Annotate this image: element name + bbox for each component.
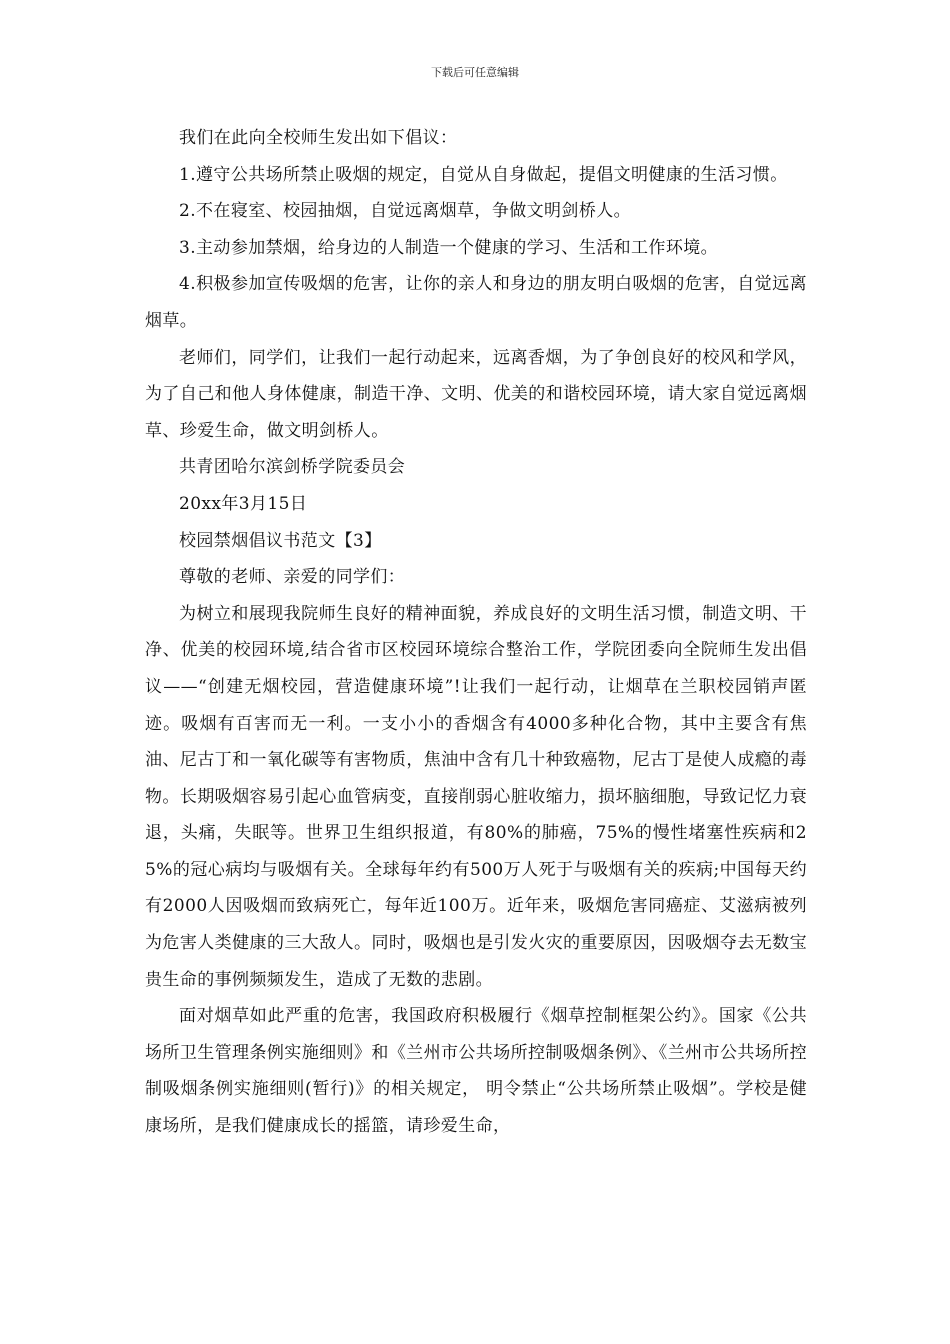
closing-appeal-paragraph: 老师们，同学们，让我们一起行动起来，远离香烟，为了争创良好的校风和学风，为了自己和他人身体健康，制造干净、文明、优美的和谐校园环境，请大家自觉远离烟草、珍爱生命，做文明剑桥人。 <box>145 347 807 441</box>
document-body <box>145 120 807 1145</box>
salutation: 尊敬的老师、亲爱的同学们： <box>179 567 406 588</box>
section-title: 校园禁烟倡议书范文【3】 <box>179 530 382 551</box>
proposal-item-3: 3.主动参加禁烟，给身边的人制造一个健康的学习、生活和工作环境。 <box>179 237 719 258</box>
intro-paragraph: 我们在此向全校师生发出如下倡议： <box>179 128 458 148</box>
page-header: 下载后可任意编辑 <box>431 66 519 79</box>
body-paragraph-hazards: 为树立和展现我院师生良好的精神面貌，养成良好的文明生活习惯，制造文明、干净、优美的校园环境,结合省市区校园环境综合整治工作，学院团委向全院师生发出倡议——“创建无烟校园，营造健康环境”!让我们一起行动，让烟草在兰职校园销声匿迹。吸烟有百害而无一利。一支小小的香烟含有4000多种化合物，其中主要含有焦油、尼古丁和一氧化碳等有害物质，焦油中含有几十种致癌物，尼古丁是使人成瘾的毒物。长期吸烟容易引起心血管病变，直接削弱心脏收缩力，损坏脑细胞，导致记忆力衰退，头痛，失眠等。世界卫生组织报道，有80%的肺癌，75%的慢性堵塞性疾病和25%的冠心病均与吸烟有关。全球每年约有500万人死于与吸烟有关的疾病;中国每天约有2000人因吸烟而致病死亡，每年近100万。近年来，吸烟危害同癌症、艾滋病被列为危害人类健康的三大敌人。同时，吸烟也是引发火灾的重要原因，因吸烟夺去无数宝贵生命的事例频频发生，造成了无数的悲剧。 <box>145 603 807 990</box>
proposal-item-1: 1.遵守公共场所禁止吸烟的规定，自觉从自身做起，提倡文明健康的生活习惯。 <box>179 164 788 185</box>
signature-organization: 共青团哈尔滨剑桥学院委员会 <box>179 457 406 478</box>
body-paragraph-regulations: 面对烟草如此严重的危害，我国政府积极履行《烟草控制框架公约》。国家《公共场所卫生管理条例实施细则》和《兰州市公共场所控制吸烟条例》、《兰州市公共场所控制吸烟条例实施细则(暂行)》的相关规定， 明令禁止“公共场所禁止吸烟”。学校是健康场所，是我们健康成长的摇篮，请珍爱生命， <box>145 1006 807 1137</box>
proposal-item-4: 4.积极参加宣传吸烟的危害，让你的亲人和身边的朋友明白吸烟的危害，自觉远离烟草。 <box>145 274 807 331</box>
proposal-item-2: 2.不在寝室、校园抽烟，自觉远离烟草，争做文明剑桥人。 <box>179 201 632 222</box>
signature-date: 20xx年3月15日 <box>179 493 308 514</box>
